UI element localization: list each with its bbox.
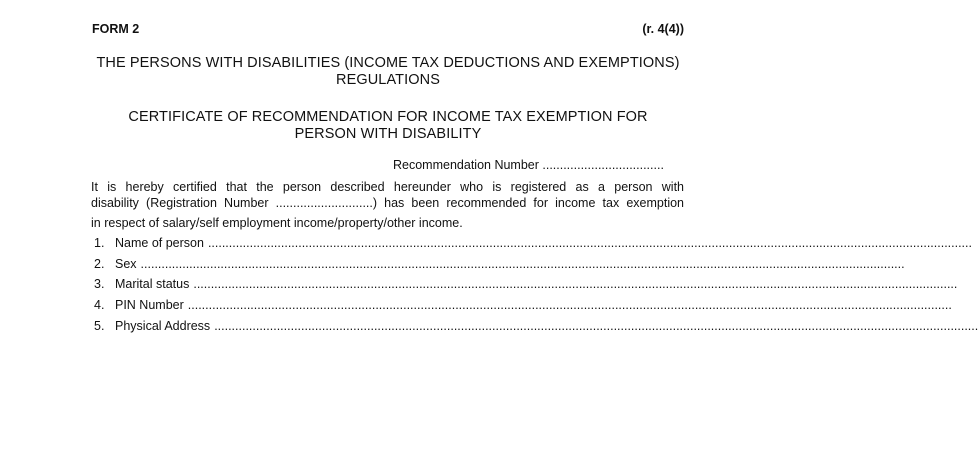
field-number: 5.	[94, 318, 105, 333]
field-number: 2.	[94, 256, 105, 271]
recommendation-number-field[interactable]: Recommendation Number ...................................	[393, 158, 664, 172]
fill-in-line[interactable]: ............................................................................................................................................................................................................................	[140, 256, 905, 271]
field-label: Name of person	[115, 236, 204, 250]
field-marital-status[interactable]	[94, 277, 958, 298]
fill-in-line[interactable]: ............................................................................................................................................................................................................................	[193, 277, 958, 292]
certification-line-3: in respect of salary/self employment income/property/other income.	[91, 216, 463, 230]
field-label: PIN Number	[115, 298, 184, 313]
regulation-title	[60, 55, 716, 89]
field-sex[interactable]	[94, 256, 905, 278]
regulation-title-line-1: THE PERSONS WITH DISABILITIES (INCOME TAX DEDUCTIONS AND EXEMPTIONS)	[96, 55, 680, 71]
field-label: Sex	[115, 256, 137, 271]
certificate-title-line-1: CERTIFICATE OF RECOMMENDATION FOR INCOME TAX EXEMPTION FOR	[128, 109, 648, 125]
field-name-of-person[interactable]	[94, 236, 972, 257]
fill-in-line[interactable]: ............................................................................................................................................................................................................................	[207, 236, 972, 250]
field-number: 3.	[94, 277, 105, 292]
fill-in-line[interactable]: ............................................................................................................................................................................................................................	[214, 318, 978, 333]
regulation-title-line-2: REGULATIONS	[336, 72, 440, 88]
field-label: Physical Address	[115, 318, 211, 333]
certification-line-2: disability (Registration Number ............................) has been recommended for income tax exemption	[91, 196, 684, 210]
field-label: Marital status	[115, 277, 190, 292]
field-pin-number[interactable]	[94, 298, 952, 319]
field-number: 1.	[94, 236, 105, 250]
rule-reference: (r. 4(4))	[642, 22, 684, 36]
fill-in-line[interactable]: ............................................................................................................................................................................................................................	[187, 298, 952, 313]
certificate-title-line-2: PERSON WITH DISABILITY	[294, 126, 482, 142]
field-number: 4.	[94, 298, 105, 313]
person-details-list	[94, 236, 978, 339]
certificate-title	[60, 109, 716, 143]
certification-line-1: It is hereby certified that the person described hereunder who is registered as a person with	[91, 180, 684, 194]
certification-statement	[91, 179, 684, 211]
form-label: FORM 2	[92, 22, 140, 36]
field-physical-address[interactable]	[94, 318, 978, 340]
